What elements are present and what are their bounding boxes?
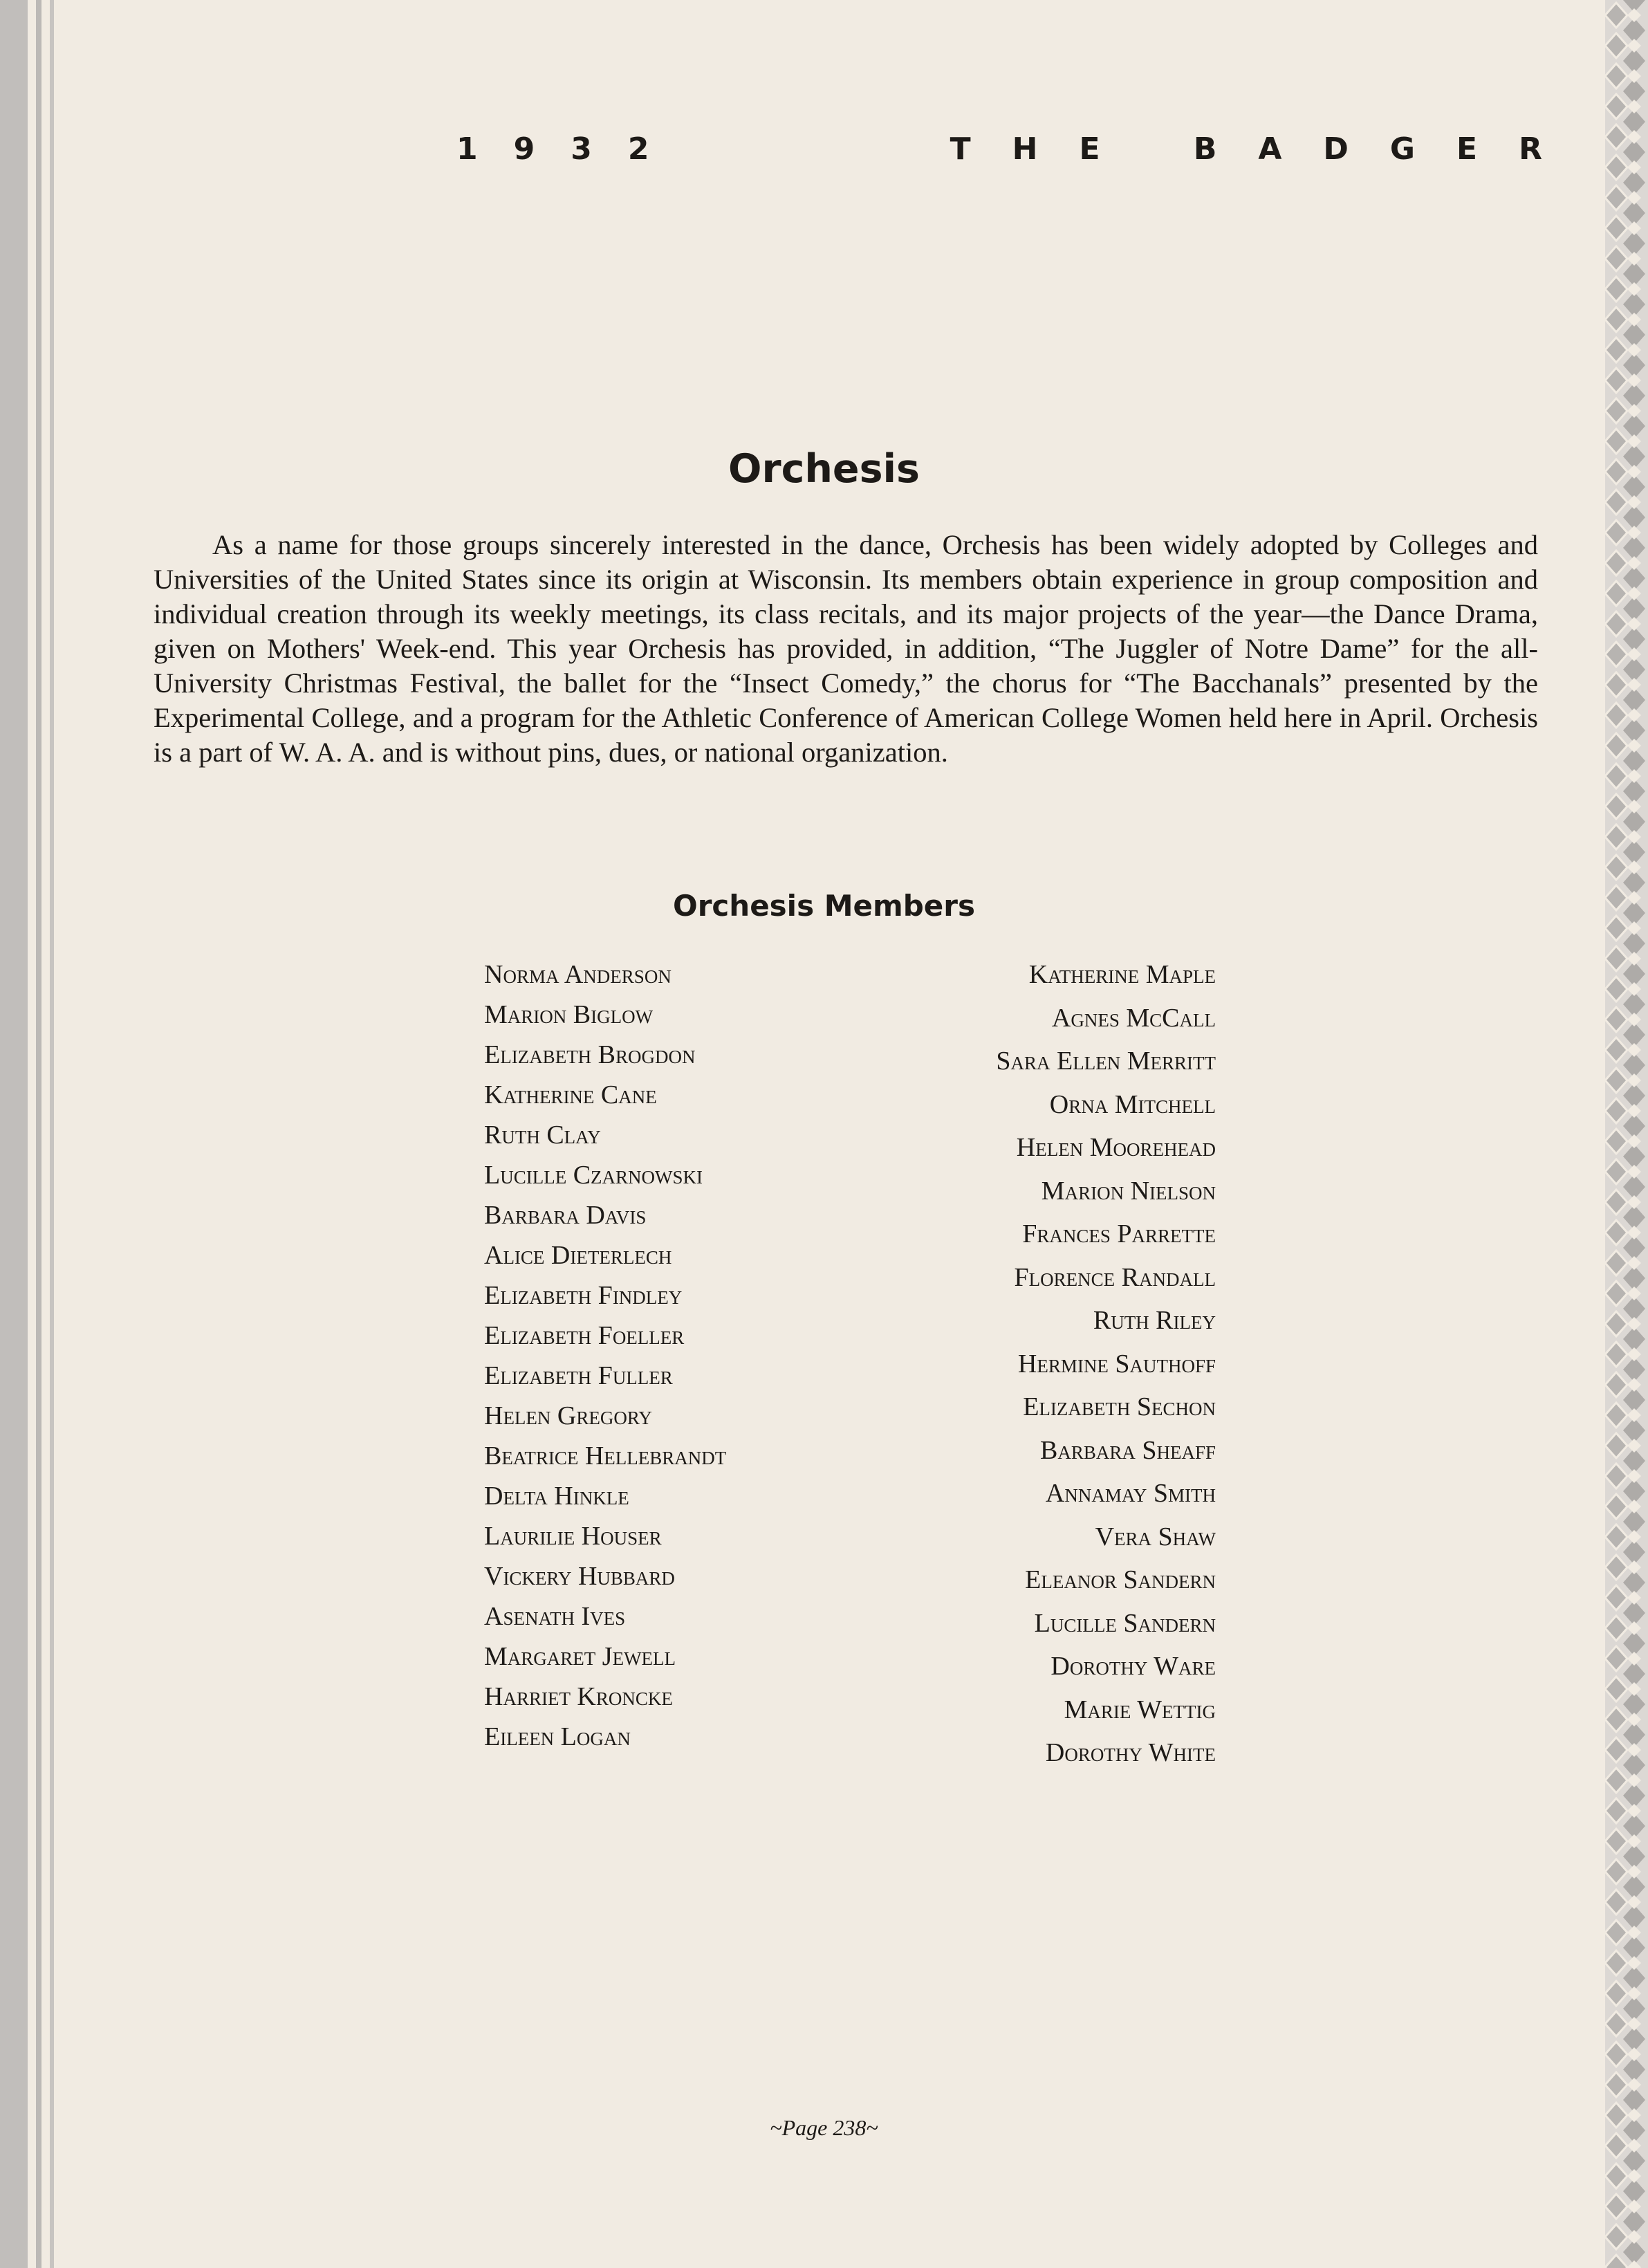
page-number: ~Page 238~ xyxy=(770,2115,878,2140)
member-name: Eleanor Sandern xyxy=(1025,1565,1216,1594)
member-name: Dorothy White xyxy=(1045,1738,1216,1767)
member-name: Lucille Czarnowski xyxy=(484,1161,703,1190)
member-name: Elizabeth Findley xyxy=(484,1281,683,1310)
member-name: Katherine Cane xyxy=(484,1080,657,1109)
header-publication-title: THE BADGER xyxy=(950,131,1584,167)
member-name: Vera Shaw xyxy=(1095,1522,1216,1551)
member-name: Alice Dieterlech xyxy=(484,1241,672,1270)
section-body-paragraph: As a name for those groups sincerely interested in the dance, Orchesis has been widely adopted by Colleges and Universities of the United States since its origin at Wisconsin. Its members obtain experience in group composition and individual creation through its weekly meetings, its class recitals, and its major projects of the year—the Dance Drama, given on Mothers' Week-end. This year Orchesis has provided, in addition, “The Juggler of Notre Dame” for the all-University Christmas Festival, the ballet for the “Insect Comedy,” the chorus for “The Bacchanals” presented by the Experimental College, and a program for the Athletic Conference of American College Women held here in April. Orchesis is a part of W. A. A. and is without pins, dues, or national organization. xyxy=(154,529,1538,768)
running-header xyxy=(456,131,1584,173)
member-name: Delta Hinkle xyxy=(484,1482,629,1511)
member-name: Ruth Riley xyxy=(1093,1306,1216,1335)
member-name: Beatrice Hellebrandt xyxy=(484,1441,727,1470)
members-right-column xyxy=(864,955,1216,1776)
member-name: Elizabeth Fuller xyxy=(484,1361,673,1390)
members-left-column xyxy=(484,955,844,1757)
member-name: Laurilie Houser xyxy=(484,1522,662,1551)
members-heading: Orchesis Members xyxy=(672,889,976,923)
member-name: Asenath Ives xyxy=(484,1602,626,1631)
member-name: Marion Nielson xyxy=(1041,1176,1216,1206)
member-name: Helen Moorehead xyxy=(1016,1133,1216,1162)
header-year: 1932 xyxy=(456,131,685,167)
member-name: Eileen Logan xyxy=(484,1722,631,1751)
member-name: Ruth Clay xyxy=(484,1121,601,1150)
member-name: Marie Wettig xyxy=(1064,1695,1216,1724)
member-name: Marion Biglow xyxy=(484,1000,654,1029)
member-name: Norma Anderson xyxy=(484,960,672,989)
member-name: Katherine Maple xyxy=(1028,960,1216,989)
member-name: Florence Randall xyxy=(1014,1262,1216,1292)
member-name: Lucille Sandern xyxy=(1034,1608,1216,1638)
left-border-rules xyxy=(28,0,64,2268)
member-name: Barbara Sheaff xyxy=(1039,1435,1216,1465)
member-name: Agnes McCall xyxy=(1051,1003,1216,1033)
member-name: Vickery Hubbard xyxy=(484,1562,675,1591)
member-name: Helen Gregory xyxy=(484,1401,652,1430)
member-name: Dorothy Ware xyxy=(1050,1652,1216,1681)
member-name: Annamay Smith xyxy=(1045,1479,1216,1508)
member-name: Hermine Sauthoff xyxy=(1017,1349,1216,1379)
member-name: Barbara Davis xyxy=(484,1201,647,1230)
section-title: Orchesis xyxy=(728,446,920,492)
decorative-diamond-border xyxy=(1602,0,1648,2268)
member-name: Elizabeth Sechon xyxy=(1023,1392,1216,1421)
member-name: Frances Parrette xyxy=(1022,1219,1216,1248)
left-border-band xyxy=(0,0,28,2268)
member-name: Elizabeth Foeller xyxy=(484,1321,685,1350)
member-name: Elizabeth Brogdon xyxy=(484,1040,696,1069)
member-name: Sara Ellen Merritt xyxy=(996,1047,1216,1076)
member-name: Harriet Kroncke xyxy=(484,1682,673,1711)
member-name: Margaret Jewell xyxy=(484,1642,676,1671)
member-name: Orna Mitchell xyxy=(1049,1089,1216,1119)
